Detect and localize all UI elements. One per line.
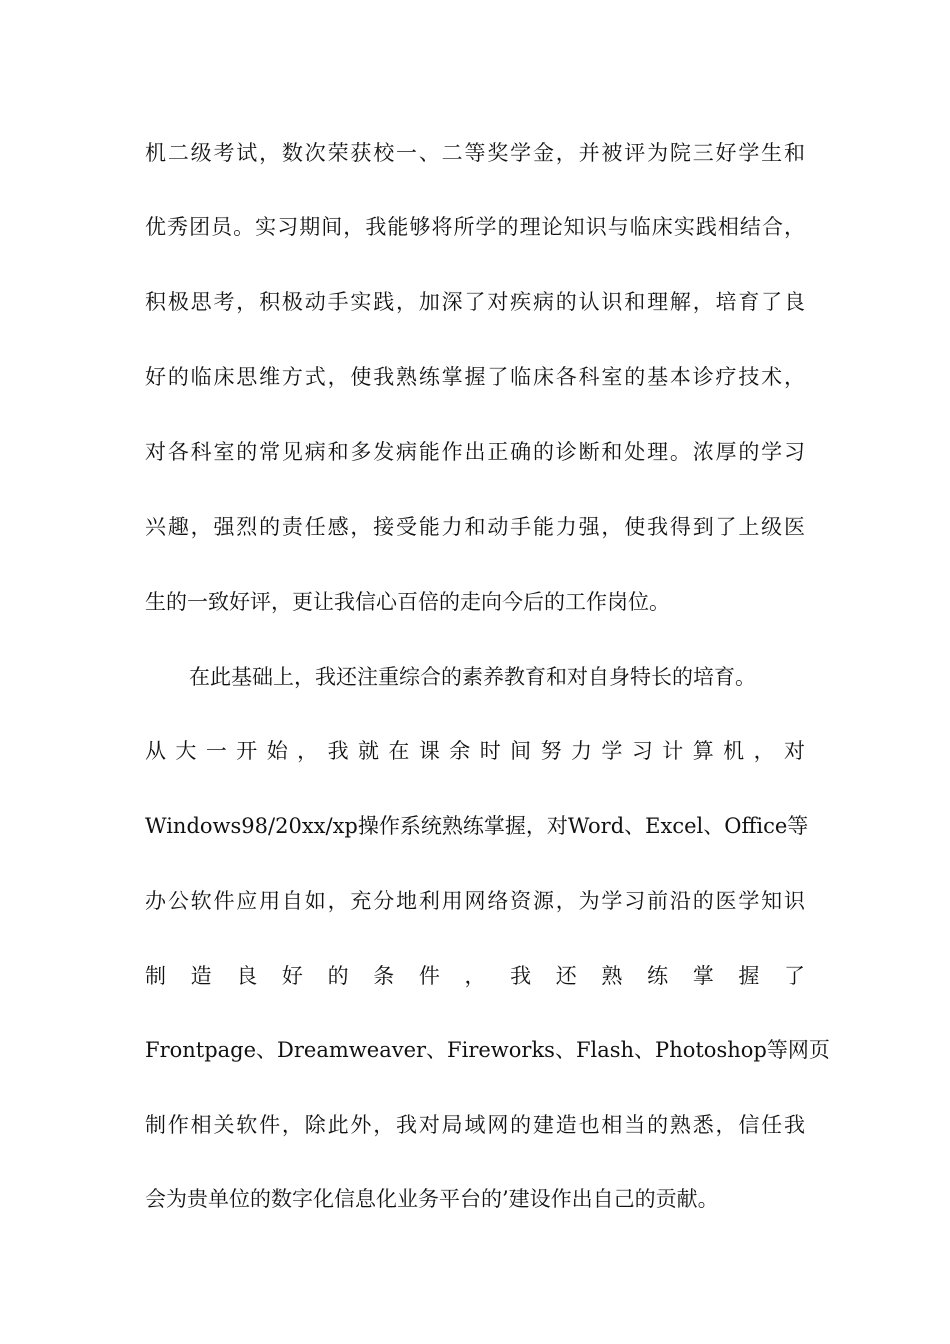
text-line-11: 办公软件应用自如，充分地利用网络资源，为学习前沿的医学知识 <box>145 889 805 913</box>
text-line-3: 积极思考，积极动手实践，加深了对疾病的认识和理解，培育了良 <box>145 290 805 314</box>
text-line-8-paragraph-start: 在此基础上，我还注重综合的素养教育和对自身特长的培育。 <box>189 665 756 689</box>
text-line-5: 对各科室的常见病和多发病能作出正确的诊断和处理。浓厚的学习 <box>145 440 805 464</box>
text-line-9: 从 大 一 开 始 ， 我 就 在 课 余 时 间 努 力 学 习 计 算 机 ， 对 <box>145 739 805 763</box>
text-line-2: 优秀团员。实习期间，我能够将所学的理论知识与临床实践相结合， <box>145 215 805 239</box>
text-line-15: 会为贵单位的数字化信息化业务平台的’建设作出自己的贡献。 <box>145 1187 719 1211</box>
text-line-7: 生的一致好评，更让我信心百倍的走向今后的工作岗位。 <box>145 590 670 614</box>
text-line-1: 机二级考试，数次荣获校一、二等奖学金，并被评为院三好学生和 <box>145 141 805 165</box>
text-line-14: 制作相关软件，除此外，我对局域网的建造也相当的熟悉，信任我 <box>145 1113 805 1137</box>
text-line-4: 好的临床思维方式，使我熟练掌握了临床各科室的基本诊疗技术， <box>145 365 805 389</box>
text-line-6: 兴趣，强烈的责任感，接受能力和动手能力强，使我得到了上级医 <box>145 515 805 539</box>
text-line-13: Frontpage、Dreamweaver、Fireworks、Flash、Photoshop等网页 <box>145 1038 830 1062</box>
text-line-12: 制 造 良 好 的 条 件 ， 我 还 熟 练 掌 握 了 <box>145 964 805 988</box>
text-line-10: Windows98/20xx/xp操作系统熟练掌握，对Word、Excel、Office等 <box>145 814 809 838</box>
